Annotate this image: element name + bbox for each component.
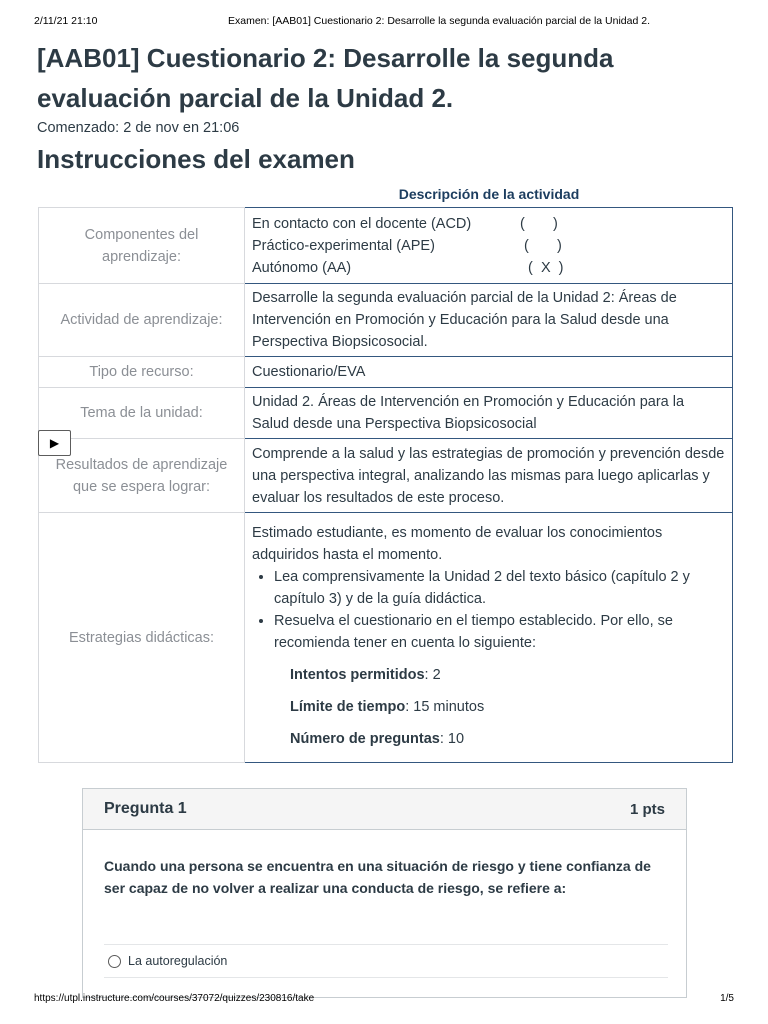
outcomes-row	[39, 439, 733, 513]
component-mark: ( )	[520, 215, 558, 232]
component-name: En contacto con el docente (ACD)	[252, 215, 472, 232]
strategies-bullet: • Resuelva el cuestionario en el tiempo establecido. Por ello, se recomienda tener en cuenta lo siguiente:	[274, 610, 725, 654]
component-mark: ( )	[520, 237, 562, 254]
resource-value: Cuestionario/EVA	[245, 357, 733, 388]
components-label: Componentes del aprendizaje:	[39, 208, 245, 284]
strategies-list	[274, 566, 725, 654]
print-header	[0, 15, 768, 29]
component-name: Práctico-experimental (APE)	[252, 237, 435, 254]
attempts-allowed	[290, 664, 725, 686]
outcomes-value: Comprende a la salud y las estrategias de promoción y prevención desde una perspectiva integral, analizando las mismas para luego aplicarlas y evaluar los resultados de este proceso.	[245, 439, 733, 513]
component-item	[252, 257, 725, 279]
strategies-row	[39, 513, 733, 763]
question-count-key: Número de preguntas	[290, 730, 440, 747]
answer-label: La autoregulación	[128, 954, 228, 968]
time-limit	[290, 696, 725, 718]
question-number: Pregunta 1	[104, 800, 187, 817]
play-icon: ▶	[49, 436, 60, 450]
activity-label: Actividad de aprendizaje:	[39, 284, 245, 357]
question-text: Cuando una persona se encuentra en una situación de riesgo y tiene confianza de ser capaz de no volver a realizar una conducta de riesgo, se refiere a:	[104, 858, 651, 896]
print-date: 2/11/21 21:10	[34, 15, 98, 27]
strategies-label: Estrategias didácticas:	[39, 513, 245, 763]
page-title: [AAB01] Cuestionario 2: Desarrolle la segunda evaluación parcial de la Unidad 2.	[37, 43, 614, 113]
components-row	[39, 208, 733, 284]
radio-button[interactable]	[108, 955, 121, 968]
component-item	[252, 213, 725, 235]
activity-row	[39, 284, 733, 357]
print-url: https://utpl.instructure.com/courses/37072/quizzes/230816/take	[34, 993, 315, 1004]
activity-value: Desarrolle la segunda evaluación parcial de la Unidad 2: Áreas de Intervención en Promoción y Educación para la Salud desde una Perspectiva Biopsicosocial.	[245, 284, 733, 357]
component-name: Autónomo (AA)	[252, 259, 352, 276]
question-header	[83, 789, 686, 830]
strategies-bullet: • Lea comprensivamente la Unidad 2 del texto básico (capítulo 2 y capítulo 3) y de la guía didáctica.	[274, 566, 725, 610]
activity-description-caption: Descripción de la actividad	[398, 186, 580, 202]
question-count	[290, 728, 725, 750]
started-time: Comenzado: 2 de nov en 21:06	[37, 120, 240, 136]
outcomes-label: Resultados de aprendizaje que se espera lograr:	[39, 439, 245, 513]
print-page-number: 1/5	[720, 993, 734, 1004]
print-title: Examen: [AAB01] Cuestionario 2: Desarrolle la segunda evaluación parcial de la Unidad 2.	[228, 15, 650, 27]
question-points: 1 pts	[629, 800, 665, 818]
unit-topic-label: Tema de la unidad:	[39, 388, 245, 439]
answer-option[interactable]	[104, 944, 668, 978]
strategies-intro: Estimado estudiante, es momento de evaluar los conocimientos adquiridos hasta el momento.	[252, 524, 663, 563]
component-mark: ( X )	[520, 259, 564, 276]
time-limit-value: : 15 minutos	[405, 698, 485, 715]
resource-label: Tipo de recurso:	[39, 357, 245, 388]
instructions-heading: Instrucciones del examen	[37, 144, 355, 174]
play-button[interactable]	[38, 430, 71, 456]
question-count-value: : 10	[439, 730, 465, 747]
attempts-value: : 2	[424, 666, 441, 683]
unit-topic-value: Unidad 2. Áreas de Intervención en Promoción y Educación para la Salud desde una Perspectiva Biopsicosocial	[245, 388, 733, 439]
component-item	[252, 235, 725, 257]
resource-row	[39, 357, 733, 388]
activity-description-table	[38, 207, 733, 763]
time-limit-key: Límite de tiempo	[290, 698, 406, 715]
components-value	[245, 208, 733, 284]
strategies-value	[245, 513, 733, 763]
attempts-key: Intentos permitidos	[290, 666, 425, 683]
unit-topic-row	[39, 388, 733, 439]
question-card	[82, 788, 687, 998]
